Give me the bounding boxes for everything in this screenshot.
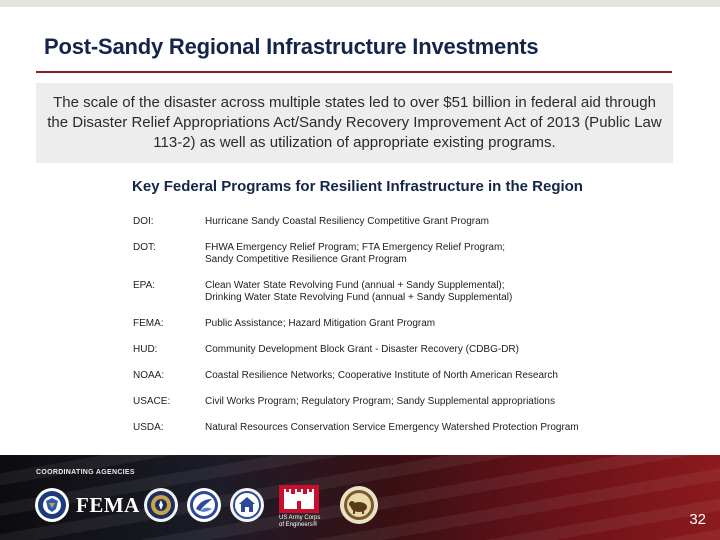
section-title: Key Federal Programs for Resilient Infrastructure in the Region (132, 178, 583, 195)
intro-text: The scale of the disaster across multiple states led to over $51 billion in federal aid through the Disaster Relief Appropriations Act/Sandy Recovery Improvement Act of 2013 (Public Law 113-2) as well as utilization of appropriate existing programs. (47, 94, 662, 151)
program-row-usda (133, 422, 653, 448)
hud-seal-icon (229, 487, 265, 523)
program-row-fema (133, 318, 653, 344)
program-description (205, 422, 653, 448)
slide-title: Post-Sandy Regional Infrastructure Investments (44, 34, 539, 59)
program-line: Civil Works Program; Regulatory Program; Sandy Supplemental appropriations (205, 396, 555, 407)
agency-label: USACE: (133, 396, 171, 407)
program-line: Clean Water State Revolving Fund (annual + Sandy Supplemental); (205, 280, 505, 291)
agency-label: DOT: (133, 242, 156, 253)
program-row-doi (133, 216, 653, 242)
hhs-seal-icon (186, 487, 222, 523)
fema-wordmark: FEMA (76, 492, 140, 517)
top-strip (0, 0, 720, 7)
agency-label: NOAA: (133, 370, 165, 381)
program-line: Drinking Water State Revolving Fund (annual + Sandy Supplemental) (205, 292, 513, 303)
footer-band (0, 455, 720, 540)
page-number: 32 (689, 511, 706, 528)
program-line: Coastal Resilience Networks; Cooperative Institute of North American Research (205, 370, 558, 381)
agency-label: HUD: (133, 344, 158, 355)
program-line: Public Assistance; Hazard Mitigation Grant Program (205, 318, 436, 329)
program-line: FHWA Emergency Relief Program; FTA Emergency Relief Program; (205, 242, 506, 253)
program-line: Sandy Competitive Resilience Grant Program (205, 254, 407, 265)
program-row-epa (133, 280, 653, 318)
intro-box (36, 83, 673, 163)
program-description (205, 396, 653, 422)
coordinating-agencies-label: COORDINATING AGENCIES (36, 469, 135, 476)
usace-wordmark (279, 515, 320, 529)
agency-label: FEMA: (133, 318, 164, 329)
programs-list (133, 216, 653, 448)
usace-line: US Army Corps (279, 515, 321, 521)
program-description (205, 280, 653, 318)
program-description (205, 344, 653, 370)
agency-label: EPA: (133, 280, 156, 291)
program-description (205, 216, 653, 242)
doi-seal-icon (339, 485, 379, 525)
program-row-usace (133, 396, 653, 422)
dhs-seal-icon (34, 487, 70, 523)
program-line: Natural Resources Conservation Service Emergency Watershed Protection Program (205, 422, 579, 433)
agency-label: USDA: (133, 422, 164, 433)
program-description (205, 370, 653, 396)
program-description (205, 242, 653, 280)
doc-seal-icon (143, 487, 179, 523)
title-rule (36, 71, 672, 73)
program-row-hud (133, 344, 653, 370)
program-row-noaa (133, 370, 653, 396)
fema-logo (76, 491, 138, 519)
program-row-dot (133, 242, 653, 280)
program-line: Community Development Block Grant - Disaster Recovery (CDBG-DR) (205, 344, 519, 355)
program-description (205, 318, 653, 344)
agency-label: DOI: (133, 216, 154, 227)
usace-castle-icon (279, 485, 319, 513)
program-line: Hurricane Sandy Coastal Resiliency Competitive Grant Program (205, 216, 490, 227)
usace-line: of Engineers® (279, 522, 318, 528)
